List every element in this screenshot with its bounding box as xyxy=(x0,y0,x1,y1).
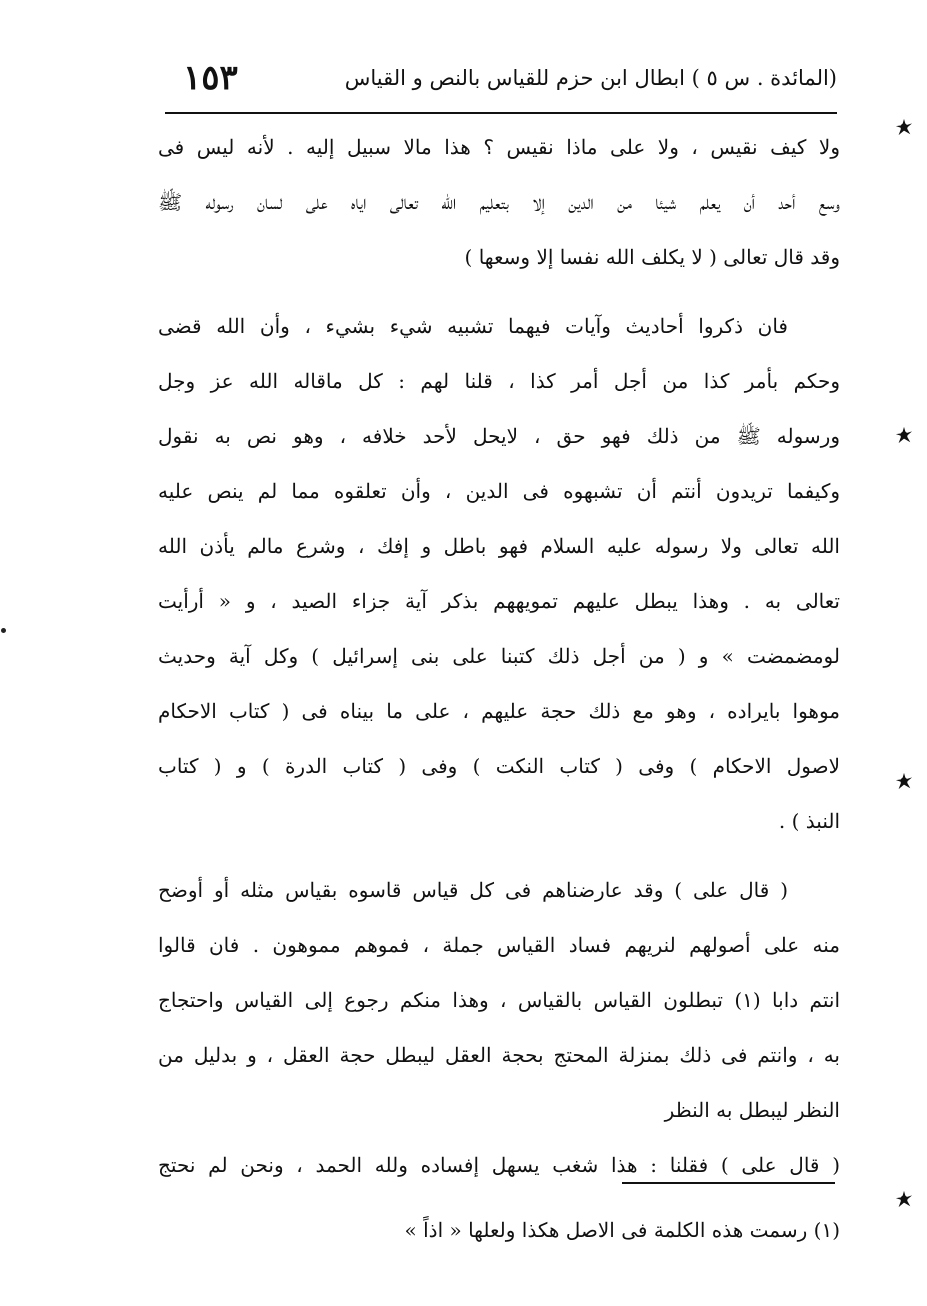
paragraph-4 xyxy=(158,1138,840,1193)
text-line: لاصول الاحكام ) وفى ( كتاب النكت ) وفى ( كتاب الدرة ) و ( كتاب xyxy=(158,754,840,778)
flower-mark-icon xyxy=(895,1190,913,1208)
text-line: به ، وانتم فى ذلك بمنزلة المحتج بحجة العقل ليبطل حجة العقل ، و بدليل من xyxy=(158,1043,840,1067)
text-line: فان ذكروا أحاديث وآيات فيهما تشبيه شيء بشيء ، وأن الله قضى xyxy=(158,314,788,338)
text-line: ( قال على ) وقد عارضناهم فى كل قياس قاسوه بقياس مثله أو أوضح xyxy=(158,878,788,902)
paragraph-3 xyxy=(158,863,840,1138)
text-line: النظر ليبطل به النظر xyxy=(664,1098,840,1122)
paragraph-1 xyxy=(158,120,840,285)
text-line: وحكم بأمر كذا من أجل أمر كذا ، قلنا لهم : كل ماقاله الله عز وجل xyxy=(158,369,840,393)
header-title: (المائدة . س ٥ ) ابطال ابن حزم للقياس بالنص و القياس xyxy=(344,66,837,90)
flower-mark-icon xyxy=(895,772,913,790)
text-line: ( قال على ) فقلنا : هذا شغب يسهل إفساده ولله الحمد ، ونحن لم نحتج xyxy=(158,1153,840,1177)
flower-mark-icon xyxy=(895,426,913,444)
text-line: انتم دابا (١) تبطلون القياس بالقياس ، وهذا منكم رجوع إلى القياس واحتجاج xyxy=(158,988,841,1012)
text-line: وقد قال تعالى ( لا يكلف الله نفسا إلا وسعها ) xyxy=(464,245,840,269)
paragraph-2 xyxy=(158,299,840,849)
body-text xyxy=(158,120,840,1193)
text-line: وسع أحد أن يعلم شيئا من الدين إلا بتعليم الله تعالى اياه على لسان رسوله ﷺ xyxy=(158,190,840,214)
text-line: لومضمضت » و ( من أجل ذلك كتبنا على بنى إسرائيل ) وكل آية وحديث xyxy=(158,644,840,668)
scan-speck xyxy=(1,628,6,633)
flower-mark-icon xyxy=(895,118,913,136)
text-line: موهوا بايراده ، وهو مع ذلك حجة عليهم ، على ما بيناه فى ( كتاب الاحكام xyxy=(158,699,840,723)
text-line: ولا كيف نقيس ، ولا على ماذا نقيس ؟ هذا مالا سبيل إليه . لأنه ليس فى xyxy=(158,135,840,159)
text-line: الله تعالى ولا رسوله عليه السلام فهو باطل و إفك ، وشرع مالم يأذن الله xyxy=(158,534,840,558)
running-header xyxy=(165,60,837,108)
text-line: ورسوله ﷺ من ذلك فهو حق ، لايحل لأحد خلافه ، وهو نص به نقول xyxy=(158,424,840,448)
text-line: منه على أصولهم لنريهم فساد القياس جملة ، فموهم مموهون . فان قالوا xyxy=(158,933,840,957)
text-line: تعالى به . وهذا يبطل عليهم تمويههم بذكر آية جزاء الصيد ، و « أرأيت xyxy=(158,589,840,613)
footnote: (١) رسمت هذه الكلمة فى الاصل هكذا ولعلها « اذاً » xyxy=(404,1218,840,1242)
text-line: وكيفما تريدون أنتم أن تشبهوه فى الدين ، وأن تعلقوه مما لم ينص عليه xyxy=(158,479,840,503)
footnote-rule xyxy=(622,1182,835,1184)
header-rule xyxy=(165,112,837,114)
text-line: النبذ ) . xyxy=(778,809,840,833)
page-number: ١٥٣ xyxy=(183,58,238,98)
